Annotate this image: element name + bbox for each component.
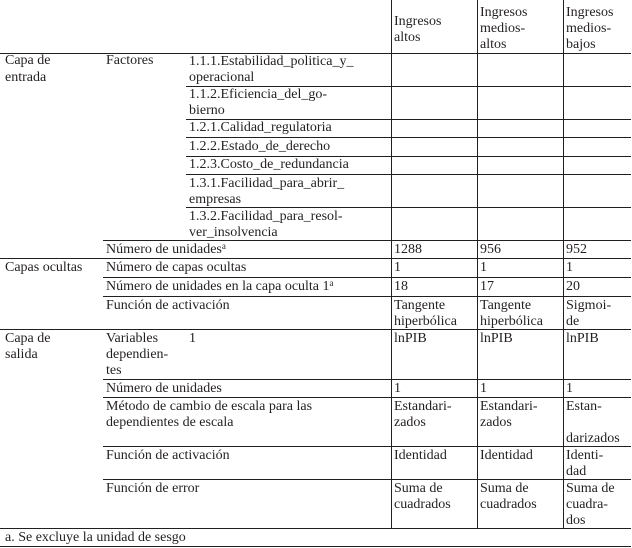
value-cell: Tangente: [480, 298, 532, 313]
value-cell: hiperbólica: [480, 314, 543, 329]
value-cell: 1: [189, 331, 196, 346]
footnote: a. Se excluye la unidad de sesgo: [5, 530, 186, 545]
rule-vertical: [477, 0, 478, 528]
factor-item: 1.2.2.Estado_de_derecho: [189, 139, 331, 154]
header-col2: altos: [480, 37, 507, 52]
value-cell: Suma de: [394, 481, 443, 496]
value-cell: 1: [480, 260, 487, 275]
value-cell: 952: [566, 242, 587, 257]
row-label: Función de activación: [106, 448, 230, 463]
rule-inner: [103, 379, 631, 380]
value-cell: 1: [394, 381, 401, 396]
rule-inner: [103, 446, 631, 447]
rule-vertical: [563, 0, 564, 528]
section-label-entrada: Capa de: [5, 53, 51, 68]
value-cell: Estan-: [566, 399, 602, 414]
factor-item: ver_insolvencia: [189, 225, 278, 240]
value-cell: dad: [566, 464, 587, 479]
value-cell: 20: [566, 279, 580, 294]
header-col2: medios-: [480, 21, 526, 36]
value-cell: Identi-: [566, 448, 604, 463]
header-col1: altos: [394, 30, 421, 45]
section-label-ocultas: Capas ocultas: [5, 260, 83, 275]
header-col3: bajos: [566, 37, 596, 52]
rule-inner: [103, 479, 631, 480]
value-cell: Suma de: [480, 481, 529, 496]
rule-inner: [103, 277, 631, 278]
value-cell: lnPIB: [394, 331, 427, 346]
value-cell: Identidad: [394, 448, 447, 463]
rule-page-bottom: [0, 546, 631, 547]
value-cell: dos: [566, 513, 586, 528]
value-cell: hiperbólica: [394, 314, 457, 329]
row-label: Función de activación: [106, 298, 230, 313]
value-cell: Sigmoi-: [566, 298, 612, 313]
row-label: Número de unidades: [106, 381, 222, 396]
rule-table-bottom: [0, 528, 631, 529]
section-label-salida: Capa de: [5, 331, 51, 346]
value-cell: Estandari-: [394, 399, 452, 414]
row-label: dependientes de escala: [106, 415, 234, 430]
row-label: Método de cambio de escala para las: [106, 399, 313, 414]
value-cell: cuadra-: [566, 497, 608, 512]
rule-inner: [186, 207, 631, 208]
value-cell: darizados: [566, 431, 620, 446]
factor-item: 1.3.1.Facilidad_para_abrir_: [189, 176, 345, 191]
rule-inner: [103, 240, 631, 241]
factor-item: 1.1.2.Eficiencia_del_go-: [189, 87, 328, 102]
value-cell: 17: [480, 279, 494, 294]
factor-item: 1.2.3.Costo_de_redundancia: [189, 157, 349, 172]
factor-item: empresas: [189, 192, 242, 207]
footnote-marker: a: [329, 278, 334, 288]
header-col3: medios-: [566, 21, 612, 36]
footnote-marker: a: [221, 241, 226, 251]
row-label: Número de unidades en la capa oculta 1$^a$: [106, 278, 334, 294]
unidades-label: Número de unidades$^a$: [106, 241, 226, 257]
value-cell: 1: [566, 381, 573, 396]
section-label-entrada: entrada: [5, 70, 47, 85]
value-cell: 1288: [394, 242, 422, 257]
row-label: Variables: [106, 331, 159, 346]
value-cell: Suma de: [566, 481, 615, 496]
factor-item: operacional: [189, 70, 255, 85]
rule-entrada-bottom: [0, 258, 631, 259]
header-col1: Ingresos: [394, 14, 442, 29]
factor-item: 1.3.2.Facilidad_para_resol-: [189, 209, 343, 224]
header-col3: Ingresos: [566, 5, 614, 20]
row-label: Función de error: [106, 481, 200, 496]
value-cell: de: [566, 314, 580, 329]
value-cell: Estandari-: [480, 399, 538, 414]
value-cell: Tangente: [394, 298, 446, 313]
value-cell: lnPIB: [566, 331, 599, 346]
value-cell: cuadrados: [394, 497, 451, 512]
row-label: dependien-: [106, 347, 169, 362]
rule-inner: [186, 137, 631, 138]
value-cell: 1: [480, 381, 487, 396]
value-cell: zados: [394, 415, 426, 430]
factor-item: 1.2.1.Calidad_regulatoria: [189, 120, 332, 135]
value-cell: 1: [566, 260, 573, 275]
value-cell: zados: [480, 415, 512, 430]
header-col2: Ingresos: [480, 5, 528, 20]
row-label: tes: [106, 363, 122, 378]
value-cell: 956: [480, 242, 501, 257]
value-cell: 18: [394, 279, 408, 294]
value-cell: lnPIB: [480, 331, 513, 346]
rule-inner: [103, 296, 631, 297]
rule-inner: [186, 174, 631, 175]
factor-item: 1.1.1.Estabilidad_politica_y_: [189, 54, 354, 69]
factores-label: Factores: [106, 53, 154, 68]
rule-inner: [103, 397, 631, 398]
value-cell: 1: [394, 260, 401, 275]
value-cell: cuadrados: [480, 497, 537, 512]
factor-item: bierno: [189, 103, 225, 118]
rule-vertical: [391, 0, 392, 528]
row-label: Número de capas ocultas: [106, 260, 247, 275]
value-cell: Identidad: [480, 448, 533, 463]
section-label-salida: salida: [5, 347, 38, 362]
